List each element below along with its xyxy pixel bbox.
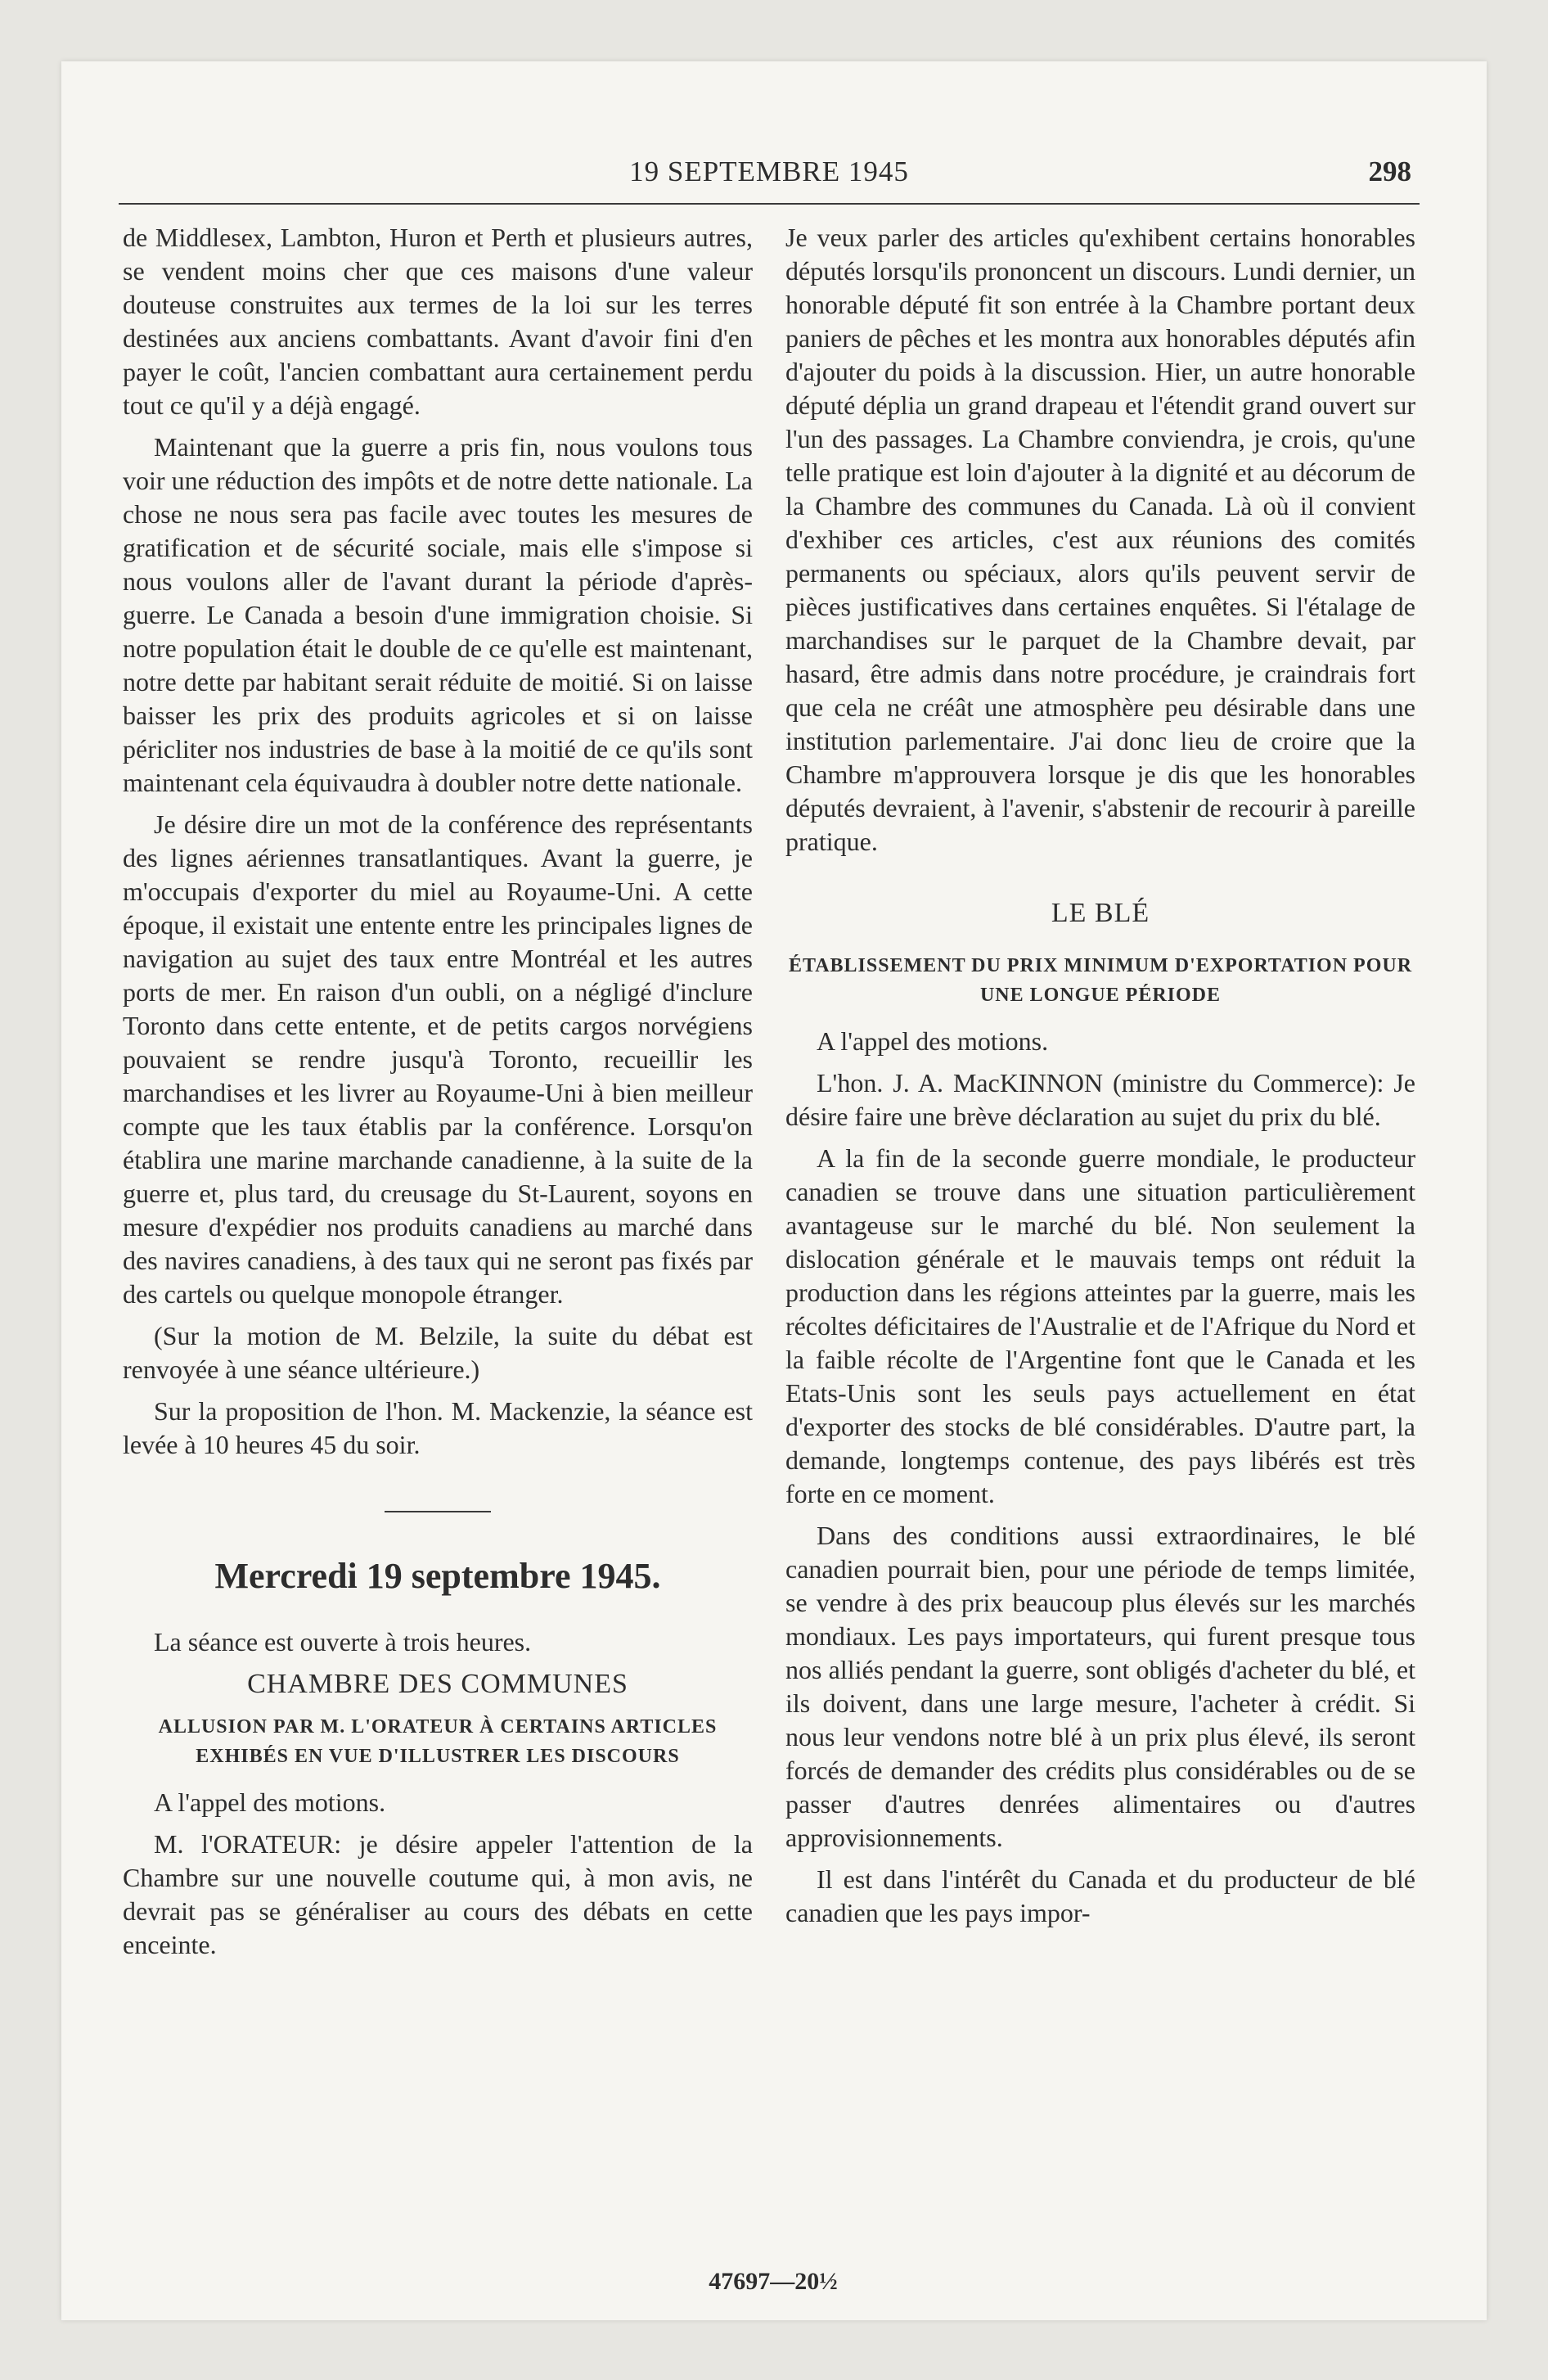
- paragraph: Maintenant que la guerre a pris fin, nous voulons tous voir une réduction des impôts et de notre dette nationale. La chose ne nous sera pas facile avec toutes les mesures de gratification et de sécurité sociale, mais elle s'impose si nous voulons aller de l'avant durant la période d'après-guerre. Le Canada a besoin d'une immigration choisie. Si notre population était le double de ce qu'elle est maintenant, notre dette par habitant serait réduite de moitié. Si on laisse baisser les prix des produits agricoles et si on laisse péricliter nos industries de base à la moitié de ce qu'ils sont maintenant cela équivaudra à doubler notre dette nationale.: [123, 432, 753, 797]
- section-divider: [385, 1511, 491, 1512]
- motions-call: A l'appel des motions.: [817, 1026, 1049, 1056]
- paragraph: Je veux parler des articles qu'exhibent certains honorables députés lorsqu'ils prononcent un discours. Lundi dernier, un honorable député fit son entrée à la Chambre portant deux paniers de pêches et les montra aux honorables députés afin d'ajouter du poids à la discussion. Hier, un autre honorable député déplia un grand drapeau et l'étendit grand ouvert sur l'un des passages. La Chambre conviendra, je crois, qu'une telle pratique est loin d'ajouter à la dignité et au décorum de la Chambre des communes du Canada. Là où il convient d'exhiber ces articles, c'est aux réunions des comités permanents ou spéciaux, alors qu'ils peuvent servir de pièces justificatives dans certaines enquêtes. Si l'étalage de marchandises sur le parquet de la Chambre devait, par hasard, être admis dans notre procédure, je craindrais fort que cela ne créât une atmosphère peu désirable dans une institution parlementaire. J'ai donc lieu de croire que la Chambre m'approuvera lorsque je dis que les honorables députés devraient, à l'avenir, s'abstenir de recourir à pareille pratique.: [785, 223, 1415, 856]
- paragraph: Sur la proposition de l'hon. M. Mackenzie, la séance est levée à 10 heures 45 du soir.: [123, 1396, 753, 1459]
- paragraph: (Sur la motion de M. Belzile, la suite du débat est renvoyée à une séance ultérieure.): [123, 1321, 753, 1384]
- motions-call: A l'appel des motions.: [154, 1787, 386, 1817]
- paragraph: L'hon. J. A. MacKINNON (ministre du Commerce): Je désire faire une brève déclaration au sujet du prix du blé.: [785, 1068, 1415, 1131]
- header-divider: [119, 203, 1420, 205]
- paragraph: Il est dans l'intérêt du Canada et du producteur de blé canadien que les pays impor-: [785, 1864, 1415, 1927]
- paragraph: Dans des conditions aussi extraordinaires, le blé canadien pourrait bien, pour une période de temps limitée, se vendre à des prix beaucoup plus élevés sur les marchés mondiaux. Les pays importateurs, qui furent presque tous nos alliés pendant la guerre, sont obligés d'acheter du blé, et ils doivent, dans une large mesure, l'acheter à crédit. Si nous leur vendons notre blé à un prix plus élevé, ils seront forcés de demander des crédits plus considérables ou de se passer d'autres denrées alimentaires ou d'autres approvisionnements.: [785, 1521, 1415, 1852]
- left-column: [123, 221, 753, 1970]
- opening-line: La séance est ouverte à trois heures.: [154, 1627, 532, 1657]
- right-column: [785, 221, 1415, 1938]
- footer-signature: 47697—20½: [709, 2268, 838, 2295]
- paragraph: de Middlesex, Lambton, Huron et Perth et plusieurs autres, se vendent moins cher que ces maisons d'une valeur douteuse construites aux termes de la loi sur les terres destinées aux anciens combattants. Avant d'avoir fini d'en payer le coût, l'ancien combattant aura certainement perdu tout ce qu'il y a déjà engagé.: [123, 223, 753, 420]
- paragraph: Je désire dire un mot de la conférence des représentants des lignes aériennes transatlantiques. Avant la guerre, je m'occupais d'exporter du miel au Royaume-Uni. A cette époque, il existait une entente entre les principales lignes de navigation au sujet des taux entre Montréal et les autres ports de mer. En raison d'un oubli, on a négligé d'inclure Toronto dans cette entente, et de petits cargos norvégiens pouvaient se rendre jusqu'à Toronto, recueillir les marchandises et les livrer au Royaume-Uni à bien meilleur compte que les taux établis par la conférence. Lorsqu'on établira une marine marchande canadienne, à la suite de la guerre et, plus tard, du creusage du St-Laurent, soyons en mesure d'expédier nos produits canadiens au marché dans des navires canadiens, à des taux qui ne seront pas fixés par des cartels ou quelque monopole étranger.: [123, 809, 753, 1309]
- date-heading: Mercredi 19 septembre 1945.: [214, 1556, 661, 1596]
- page-header: [119, 156, 1420, 196]
- subheading: ALLUSION PAR M. L'ORATEUR À CERTAINS ARTICLES EXHIBÉS EN VUE D'ILLUSTRER LES DISCOURS: [158, 1716, 718, 1767]
- subheading: ÉTABLISSEMENT DU PRIX MINIMUM D'EXPORTATION POUR UNE LONGUE PÉRIODE: [788, 955, 1413, 1006]
- speaker-paragraph: M. l'ORATEUR: je désire appeler l'attention de la Chambre sur une nouvelle coutume qui, à mon avis, ne devrait pas se généraliser au cours des débats en cette enceinte.: [123, 1829, 753, 1959]
- chamber-heading: CHAMBRE DES COMMUNES: [247, 1669, 628, 1699]
- section-heading: LE BLÉ: [1051, 898, 1150, 928]
- page-title: 19 SEPTEMBRE 1945: [629, 156, 909, 187]
- paragraph: A la fin de la seconde guerre mondiale, le producteur canadien se trouve dans une situation particulièrement avantageuse sur le marché du blé. Non seulement la dislocation générale et le mauvais temps ont réduit la production dans les régions atteintes par la guerre, mais les récoltes déficitaires de l'Australie et de l'Afrique du Nord et la faible récolte de l'Argentine font que le Canada et les Etats-Unis sont les seuls pays actuellement en état d'exporter des stocks de blé considérables. D'autre part, la demande, longtemps contenue, des pays libérés est très forte en ce moment.: [785, 1143, 1415, 1508]
- page-number: 298: [1368, 156, 1411, 187]
